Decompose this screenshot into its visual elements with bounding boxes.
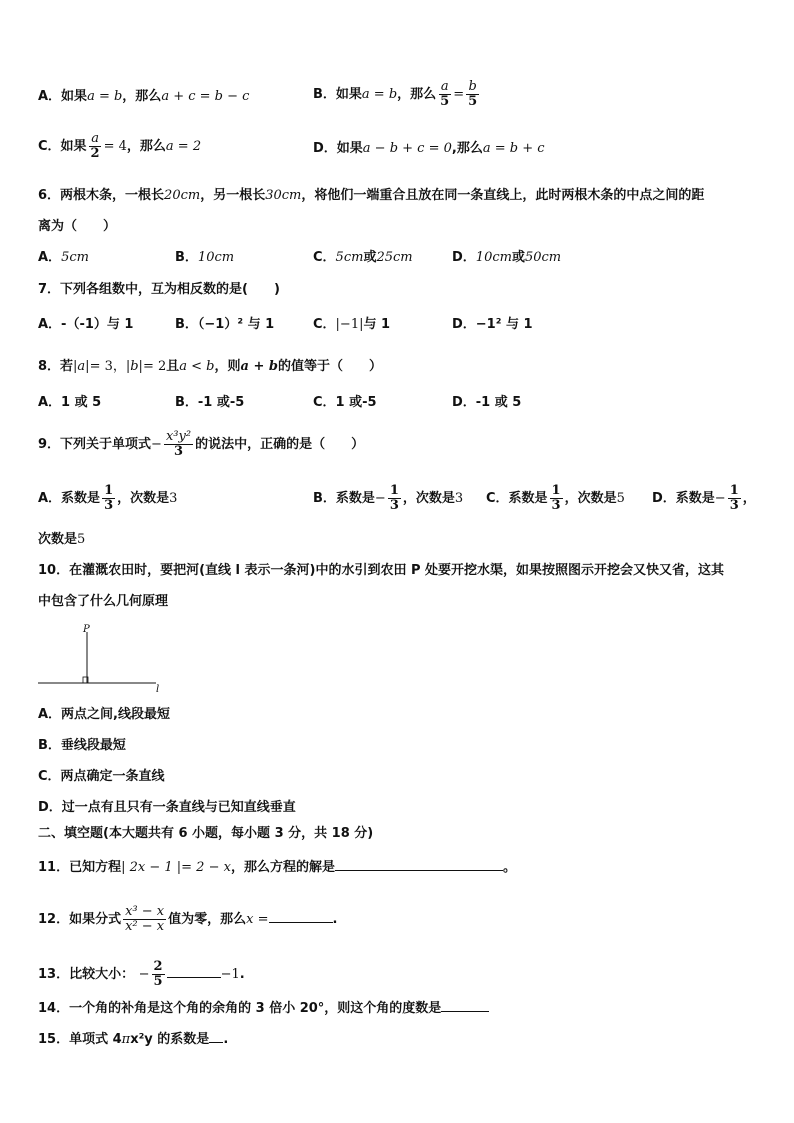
q14: 14．一个角的补角是这个角的余角的 3 倍小 20°，则这个角的度数是: [38, 999, 489, 1018]
q10-option-d: D．过一点有且只有一条直线与已知直线垂直: [38, 800, 296, 815]
label-p: P: [83, 624, 90, 635]
q6-option-a: A．5cm: [38, 250, 89, 265]
q6-option-b: B．10cm: [175, 250, 235, 265]
q11-answer-blank[interactable]: [335, 858, 503, 871]
q6-option-d: D．10cm或50cm: [452, 250, 562, 265]
q10-perpendicular-diagram: [34, 620, 174, 696]
q13-answer-blank[interactable]: [167, 965, 221, 978]
q13: 13．比较大小： − $\frac{2}{5}$ −1.: [38, 959, 245, 989]
q9-option-d: D．系数是− $\frac{1}{3}$ ，: [652, 483, 756, 513]
q15-answer-blank[interactable]: [209, 1030, 223, 1043]
q12-answer-blank[interactable]: [269, 910, 333, 923]
q5-option-a: A．如果a = b，那么a + c = b − c: [38, 89, 250, 104]
q9-stem: 9．下列关于单项式− $\frac{\text{x³y²}}{3}$ 的说法中，正确的是（ ）: [38, 429, 365, 459]
q11: 11．已知方程| 2x − 1 |= 2 − x，那么方程的解是 。: [38, 860, 516, 875]
q6-stem-line1: 6．两根木条，一根长20cm，另一根长30cm，将他们一端重合且放在同一条直线上，此时两根木条的中点之间的距: [38, 188, 705, 203]
q10-stem-line2: 中包含了什么几何原理: [38, 594, 169, 609]
q8-option-b: B．-1 或-5: [175, 395, 245, 410]
q9-option-b: B．系数是− $\frac{1}{3}$ ，次数是3: [313, 483, 464, 513]
q7-option-c: C．|−1|与 1: [313, 317, 391, 332]
q9-option-c: C．系数是 $\frac{1}{3}$ ，次数是5: [486, 483, 625, 513]
q10-stem-line1: 10．在灌溉农田时，要把河(直线 l 表示一条河)中的水引到农田 P 处要开挖水渠，如果按照图示开挖会又快又省，这其: [38, 563, 725, 578]
q12: 12．如果分式 $\frac{\text{x³ − x}}{\text{x² − x}}$ 值为零，那么x = .: [38, 904, 338, 934]
q15: 15．单项式 4πx²y 的系数是 .: [38, 1032, 229, 1047]
q7-option-b: B．（−1）² 与 1: [175, 317, 275, 332]
q10-option-a: A．两点之间,线段最短: [38, 707, 170, 722]
q6-stem-line2: 离为（ ）: [38, 219, 117, 234]
q7-option-a: A．-（-1）与 1: [38, 317, 134, 332]
q10-option-b: B．垂线段最短: [38, 738, 126, 753]
q8-option-d: D．-1 或 5: [452, 395, 522, 410]
q9-option-a: A．系数是 $\frac{1}{3}$ ，次数是3: [38, 483, 178, 513]
q5-option-d: D．如果a − b + c = 0,那么a = b + c: [313, 141, 545, 156]
q8-stem: 8．若|a|= 3，|b|= 2且a < b，则a + b的值等于（ ）: [38, 359, 382, 374]
section-title: 二、填空题(本大题共有 6 小题，每小题 3 分，共 18 分): [38, 826, 374, 841]
q5-option-b: B．如果a = b，那么 $\frac{a}{5}$ = $\frac{b}{5}$: [313, 79, 478, 109]
q7-option-d: D．−1² 与 1: [452, 317, 533, 332]
q8-option-c: C．1 或-5: [313, 395, 377, 410]
q7-stem: 7．下列各组数中，互为相反数的是( ): [38, 282, 280, 297]
q6-option-c: C．5cm或25cm: [313, 250, 413, 265]
q5-option-c: C．如果 $\frac{a}{2}$ = 4，那么a = 2: [38, 131, 202, 161]
q9-option-d-continued: 次数是5: [38, 532, 86, 547]
q14-answer-blank[interactable]: [441, 999, 489, 1012]
label-l: l: [156, 684, 160, 695]
q10-option-c: C．两点确定一条直线: [38, 769, 165, 784]
q8-option-a: A．1 或 5: [38, 395, 102, 410]
